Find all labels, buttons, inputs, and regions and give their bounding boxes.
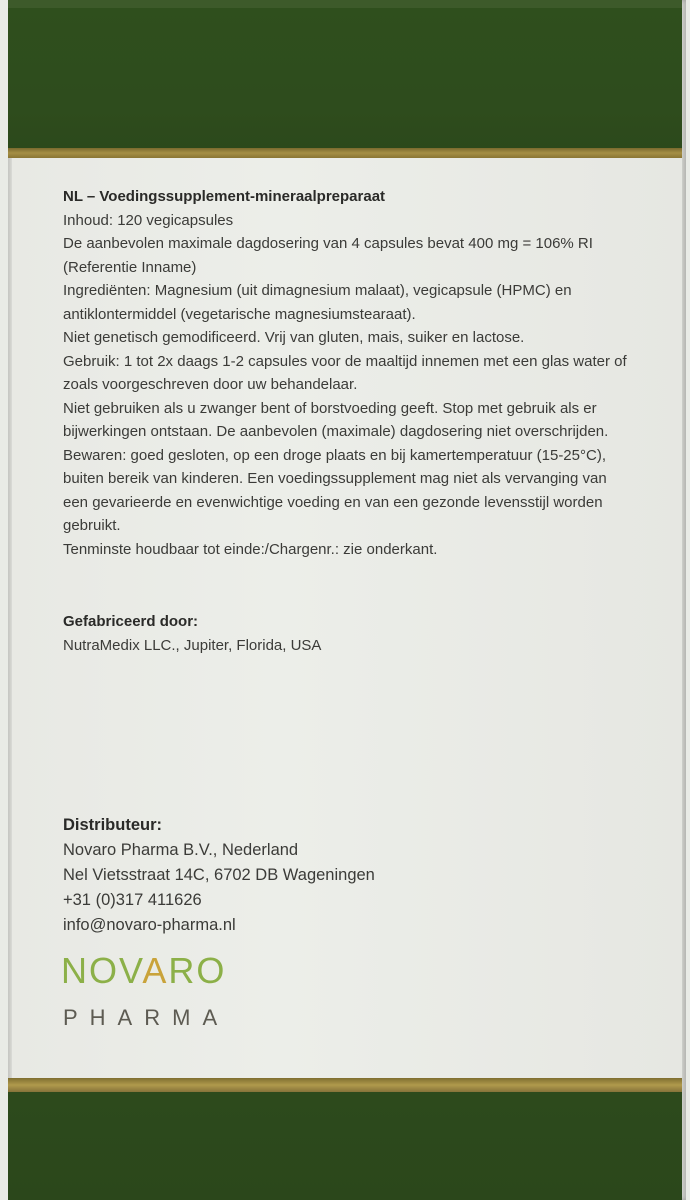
label-content: Inhoud: 120 vegicapsules	[63, 211, 234, 229]
bottom-gold-stripe	[8, 1078, 682, 1092]
label-gmo: Niet genetisch gemodificeerd. Vrij van gluten, mais, suiker en lactose.	[63, 329, 525, 346]
distributor-email: info@novaro-pharma.nl	[63, 916, 236, 934]
bottom-green-band	[8, 1092, 682, 1200]
label-storage-1: Bewaren: goed gesloten, op een droge plaats en bij kamertemperatuur (15-25°C),	[63, 446, 606, 464]
manufacturer-name: NutraMedix LLC., Jupiter, Florida, USA	[63, 636, 322, 654]
label-usage-2: zoals voorgeschreven door uw behandelaar.	[63, 376, 358, 393]
label-ingredients-1: Ingrediënten: Magnesium (uit dimagnesium malaat), vegicapsule (HPMC) en	[63, 282, 572, 299]
label-usage-1: Gebruik: 1 tot 2x daags 1-2 capsules voor de maaltijd innemen met een glas water of	[63, 352, 627, 370]
manufacturer-block	[63, 610, 648, 657]
logo-part-2: A	[142, 950, 169, 991]
top-gold-stripe	[8, 148, 682, 158]
distributor-phone: +31 (0)317 411626	[63, 891, 202, 909]
novaro-logo-wordmark	[61, 950, 226, 992]
distributor-name: Novaro Pharma B.V., Nederland	[63, 841, 299, 859]
label-storage-3: een gevarieerde en evenwichtige voeding en van een gezonde levensstijl worden	[63, 493, 603, 511]
distributor-block	[63, 813, 648, 938]
label-dosage-2: (Referentie Inname)	[63, 258, 197, 276]
top-green-band	[8, 8, 682, 150]
logo-part-1: NOV	[61, 950, 143, 991]
label-warning-2: bijwerkingen ontstaan. De aanbevolen (maximale) dagdosering niet overschrijden.	[63, 423, 609, 440]
distributor-heading: Distributeur:	[63, 816, 162, 834]
label-dosage-1: De aanbevolen maximale dagdosering van 4 capsules bevat 400 mg = 106% RI	[63, 235, 593, 252]
label-text-block	[63, 185, 648, 561]
pharma-logo-wordmark: PHARMA	[63, 1005, 230, 1030]
label-storage-2: buiten bereik van kinderen. Een voedingssupplement mag niet als vervanging van	[63, 470, 607, 487]
distributor-address: Nel Vietsstraat 14C, 6702 DB Wageningen	[63, 866, 375, 884]
logo-part-3: RO	[168, 950, 227, 991]
label-title: NL – Voedingssupplement-mineraalpreparaat	[63, 188, 386, 205]
label-storage-4: gebruikt.	[63, 517, 121, 534]
label-best-before: Tenminste houdbaar tot einde:/Chargenr.: zie onderkant.	[63, 540, 438, 558]
manufacturer-heading: Gefabriceerd door:	[63, 613, 199, 630]
label-warning-1: Niet gebruiken als u zwanger bent of borstvoeding geeft. Stop met gebruik als er	[63, 399, 597, 417]
label-ingredients-2: antiklontermiddel (vegetarische magnesiumstearaat).	[63, 305, 416, 323]
